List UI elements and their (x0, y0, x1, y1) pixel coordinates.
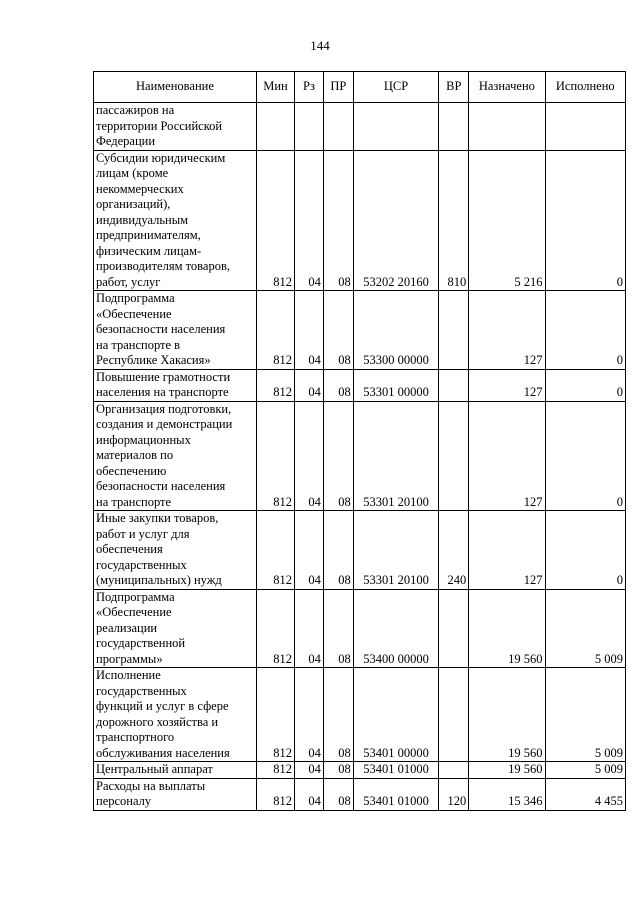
cell-name: Центральный аппарат (94, 762, 257, 779)
header-name: Наименование (94, 72, 257, 103)
cell-vr (439, 369, 469, 401)
header-rz: Рз (295, 72, 324, 103)
header-naznacheno: Назначено (469, 72, 545, 103)
header-ispolneno: Исполнено (545, 72, 625, 103)
table-row (94, 668, 626, 762)
cell-naznacheno: 127 (469, 369, 545, 401)
cell-pr: 08 (323, 589, 353, 668)
table-row (94, 589, 626, 668)
cell-pr: 08 (323, 762, 353, 779)
cell-name: Субсидии юридическим лицам (кроме некоммерческих организаций), индивидуальным предпринимателям, физическим лицам- производителям товаров, работ, услуг (94, 150, 257, 291)
cell-naznacheno: 127 (469, 511, 545, 590)
cell-name: пассажиров на территории Российской Федерации (94, 103, 257, 151)
header-min: Мин (256, 72, 294, 103)
cell-pr: 08 (323, 150, 353, 291)
page-number: 144 (310, 38, 330, 53)
table-row (94, 369, 626, 401)
cell-rz (295, 103, 324, 151)
cell-ispolneno: 0 (545, 150, 625, 291)
cell-csr: 53401 00000 (353, 668, 439, 762)
cell-min: 812 (256, 668, 294, 762)
cell-ispolneno: 5 009 (545, 589, 625, 668)
cell-name: Организация подготовки, создания и демонстрации информационных материалов по обеспечению безопасности населения на транспорте (94, 401, 257, 511)
cell-vr: 240 (439, 511, 469, 590)
cell-name: Повышение грамотности населения на транспорте (94, 369, 257, 401)
header-pr: ПР (323, 72, 353, 103)
cell-rz: 04 (295, 778, 324, 810)
cell-min: 812 (256, 291, 294, 370)
cell-vr (439, 668, 469, 762)
cell-naznacheno (469, 103, 545, 151)
table-row (94, 762, 626, 779)
cell-ispolneno: 5 009 (545, 762, 625, 779)
cell-vr: 120 (439, 778, 469, 810)
cell-name: Иные закупки товаров, работ и услуг для обеспечения государственных (муниципальных) нужд (94, 511, 257, 590)
cell-csr: 53202 20160 (353, 150, 439, 291)
cell-min: 812 (256, 589, 294, 668)
cell-ispolneno (545, 103, 625, 151)
table-row (94, 103, 626, 151)
cell-min: 812 (256, 369, 294, 401)
cell-rz: 04 (295, 589, 324, 668)
cell-ispolneno: 5 009 (545, 668, 625, 762)
cell-naznacheno: 127 (469, 291, 545, 370)
cell-csr: 53301 20100 (353, 511, 439, 590)
cell-pr: 08 (323, 668, 353, 762)
cell-csr: 53301 20100 (353, 401, 439, 511)
table-row (94, 401, 626, 511)
table-row (94, 778, 626, 810)
header-vr: ВР (439, 72, 469, 103)
cell-vr (439, 589, 469, 668)
cell-rz: 04 (295, 291, 324, 370)
cell-csr: 53301 00000 (353, 369, 439, 401)
cell-csr: 53400 00000 (353, 589, 439, 668)
cell-csr: 53401 01000 (353, 778, 439, 810)
cell-naznacheno: 127 (469, 401, 545, 511)
cell-csr: 53401 01000 (353, 762, 439, 779)
cell-pr (323, 103, 353, 151)
cell-ispolneno: 0 (545, 369, 625, 401)
cell-pr: 08 (323, 401, 353, 511)
cell-naznacheno: 19 560 (469, 762, 545, 779)
cell-ispolneno: 0 (545, 511, 625, 590)
cell-min: 812 (256, 511, 294, 590)
cell-rz: 04 (295, 401, 324, 511)
cell-min: 812 (256, 762, 294, 779)
cell-vr (439, 401, 469, 511)
cell-rz: 04 (295, 668, 324, 762)
cell-naznacheno: 19 560 (469, 589, 545, 668)
table-row (94, 511, 626, 590)
cell-vr: 810 (439, 150, 469, 291)
cell-name: Исполнение государственных функций и услуг в сфере дорожного хозяйства и транспортного обслуживания населения (94, 668, 257, 762)
cell-min: 812 (256, 150, 294, 291)
cell-csr (353, 103, 439, 151)
cell-pr: 08 (323, 778, 353, 810)
cell-vr (439, 762, 469, 779)
cell-naznacheno: 5 216 (469, 150, 545, 291)
cell-naznacheno: 15 346 (469, 778, 545, 810)
cell-min: 812 (256, 778, 294, 810)
cell-rz: 04 (295, 150, 324, 291)
header-csr: ЦСР (353, 72, 439, 103)
budget-table (93, 71, 626, 811)
header-row (94, 72, 626, 103)
cell-pr: 08 (323, 369, 353, 401)
cell-pr: 08 (323, 291, 353, 370)
cell-name: Расходы на выплаты персоналу (94, 778, 257, 810)
cell-rz: 04 (295, 511, 324, 590)
cell-csr: 53300 00000 (353, 291, 439, 370)
cell-ispolneno: 0 (545, 401, 625, 511)
table-row (94, 150, 626, 291)
cell-name: Подпрограмма «Обеспечение безопасности населения на транспорте в Республике Хакасия» (94, 291, 257, 370)
cell-min: 812 (256, 401, 294, 511)
table-row (94, 291, 626, 370)
cell-rz: 04 (295, 369, 324, 401)
cell-name: Подпрограмма «Обеспечение реализации государственной программы» (94, 589, 257, 668)
cell-vr (439, 103, 469, 151)
cell-vr (439, 291, 469, 370)
cell-rz: 04 (295, 762, 324, 779)
cell-ispolneno: 4 455 (545, 778, 625, 810)
cell-min (256, 103, 294, 151)
cell-ispolneno: 0 (545, 291, 625, 370)
cell-pr: 08 (323, 511, 353, 590)
cell-naznacheno: 19 560 (469, 668, 545, 762)
